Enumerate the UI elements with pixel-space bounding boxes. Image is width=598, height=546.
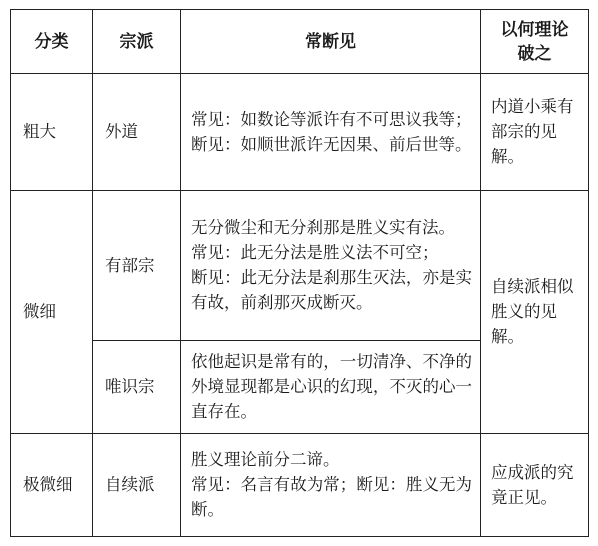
school-cell: 唯识宗 — [93, 340, 181, 433]
refute-cell: 自续派相似胜义的见解。 — [481, 190, 589, 433]
view-line: 断见：如顺世派许无因果、前后世等。 — [191, 134, 472, 154]
table-row — [11, 190, 589, 340]
category-cell: 极微细 — [11, 433, 93, 536]
school-cell: 外道 — [93, 74, 181, 191]
refute-cell: 应成派的究竟正见。 — [481, 433, 589, 536]
header-school: 宗派 — [93, 10, 181, 74]
view-line: 依他起识是常有的，一切清净、不净的外境显现都是心识的幻现，不灭的心一直存在。 — [191, 352, 472, 422]
header-category: 分类 — [11, 10, 93, 74]
table-row — [11, 74, 589, 191]
view-line: 无分微尘和无分刹那是胜义实有法。 — [191, 218, 455, 238]
view-line: 胜义理论前分二谛。 — [191, 450, 340, 470]
school-cell: 有部宗 — [93, 190, 181, 340]
comparison-table — [10, 9, 589, 537]
table-row — [11, 433, 589, 536]
category-cell: 微细 — [11, 190, 93, 433]
views-cell — [181, 340, 481, 433]
view-line: 断见：此无分法是刹那生灭法，亦是实有故，前刹那灭成断灭。 — [191, 268, 472, 313]
header-refute: 以何理论破之 — [481, 10, 589, 74]
views-cell — [181, 74, 481, 191]
header-row — [11, 10, 589, 74]
views-cell — [181, 190, 481, 340]
views-cell — [181, 433, 481, 536]
category-cell: 粗大 — [11, 74, 93, 191]
view-line: 常见：名言有故为常；断见：胜义无为断。 — [191, 475, 472, 520]
view-line: 常见：此无分法是胜义法不可空； — [191, 243, 439, 263]
school-cell: 自续派 — [93, 433, 181, 536]
header-views: 常断见 — [181, 10, 481, 74]
view-line: 常见：如数论等派许有不可思议我等； — [191, 109, 472, 129]
refute-cell: 内道小乘有部宗的见解。 — [481, 74, 589, 191]
